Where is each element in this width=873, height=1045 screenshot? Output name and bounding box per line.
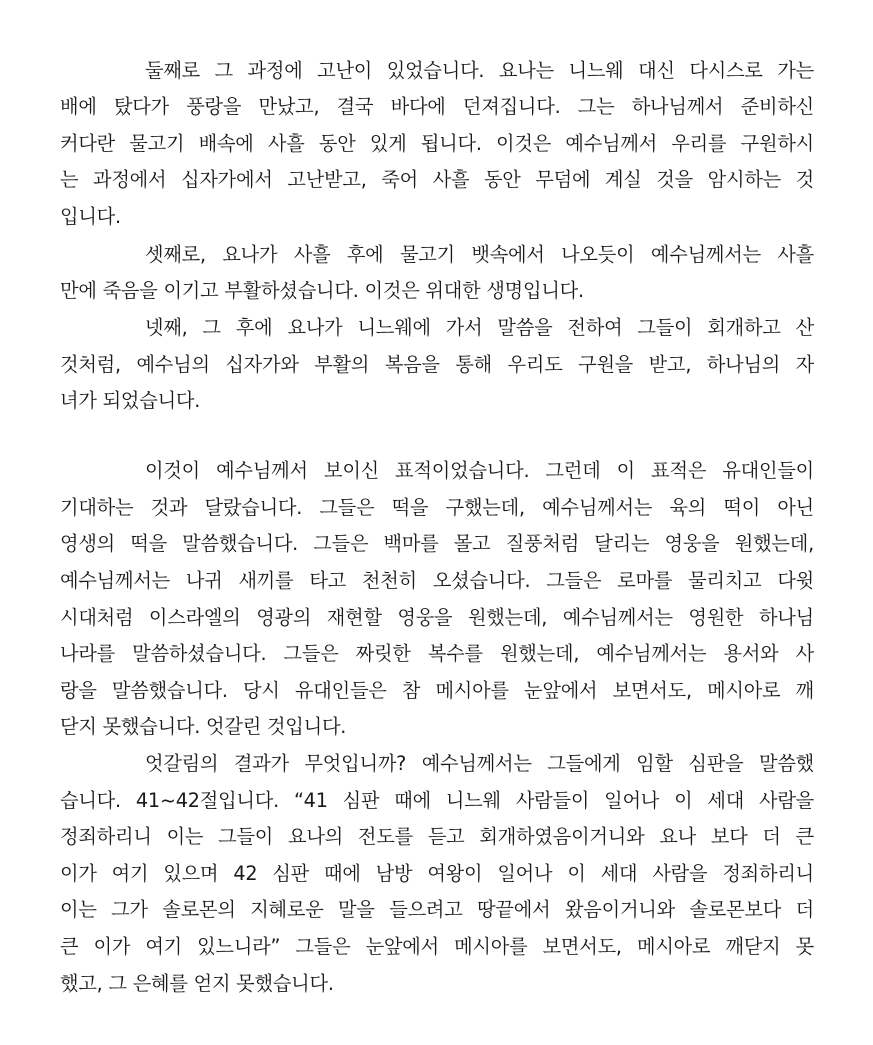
text-line: 만에 죽음을 이기고 부활하셨습니다. 이것은 위대한 생명입니다.	[60, 279, 584, 302]
text-line: 닫지 못했습니다. 엇갈린 것입니다.	[60, 715, 347, 738]
text-line: 큰 이가 여기 있느니라” 그들은 눈앞에서 메시아를 보면서도, 메시아로 깨닫지 못	[60, 935, 814, 958]
text-line: 나라를 말씀하셨습니다. 그들은 짜릿한 복수를 원했는데, 예수님께서는 용서와 사	[60, 642, 814, 665]
text-line: 것처럼, 예수님의 십자가와 부활의 복음을 통해 우리도 구원을 받고, 하나님의 자	[60, 353, 814, 376]
text-line: 이것이 예수님께서 보이신 표적이었습니다. 그런데 이 표적은 유대인들이	[145, 459, 814, 482]
text-line: 이는 그가 솔로몬의 지혜로운 말을 들으려고 땅끝에서 왔음이거니와 솔로몬보다 더	[60, 898, 814, 921]
text-line: 기대하는 것과 달랐습니다. 그들은 떡을 구했는데, 예수님께서는 육의 떡이 아닌	[60, 496, 814, 519]
text-line: 랑을 말씀했습니다. 당시 유대인들은 참 메시아를 눈앞에서 보면서도, 메시아로 깨	[60, 679, 814, 702]
text-line: 셋째로, 요나가 사흘 후에 물고기 뱃속에서 나오듯이 예수님께서는 사흘	[145, 243, 814, 266]
text-line: 했고, 그 은혜를 얻지 못했습니다.	[60, 972, 334, 995]
text-line: 습니다. 41~42절입니다. “41 심판 때에 니느웨 사람들이 일어나 이 세대 사람을	[60, 789, 814, 812]
text-line: 예수님께서는 나귀 새끼를 타고 천천히 오셨습니다. 그들은 로마를 물리치고 다윗	[60, 569, 814, 592]
text-line: 둘째로 그 과정에 고난이 있었습니다. 요나는 니느웨 대신 다시스로 가는	[145, 59, 814, 82]
text-line: 배에 탔다가 풍랑을 만났고, 결국 바다에 던져집니다. 그는 하나님께서 준비하신	[60, 95, 814, 118]
text-line: 는 과정에서 십자가에서 고난받고, 죽어 사흘 동안 무덤에 계실 것을 암시하는 것	[60, 168, 814, 191]
text-line: 입니다.	[60, 205, 121, 228]
text-line: 넷째, 그 후에 요나가 니느웨에 가서 말씀을 전하여 그들이 회개하고 산	[145, 316, 814, 339]
text-line: 영생의 떡을 말씀했습니다. 그들은 백마를 몰고 질풍처럼 달리는 영웅을 원했는데,	[60, 532, 814, 555]
text-line: 엇갈림의 결과가 무엇입니까? 예수님께서는 그들에게 임할 심판을 말씀했	[145, 752, 814, 775]
text-line: 정죄하리니 이는 그들이 요나의 전도를 듣고 회개하였음이거니와 요나 보다 더 큰	[60, 825, 814, 848]
text-line: 시대처럼 이스라엘의 영광의 재현할 영웅을 원했는데, 예수님께서는 영원한 하나님	[60, 606, 814, 629]
text-line: 커다란 물고기 배속에 사흘 동안 있게 됩니다. 이것은 예수님께서 우리를 구원하시	[60, 132, 814, 155]
text-line: 녀가 되었습니다.	[60, 389, 201, 412]
text-line: 이가 여기 있으며 42 심판 때에 남방 여왕이 일어나 이 세대 사람을 정죄하리니	[60, 862, 814, 885]
